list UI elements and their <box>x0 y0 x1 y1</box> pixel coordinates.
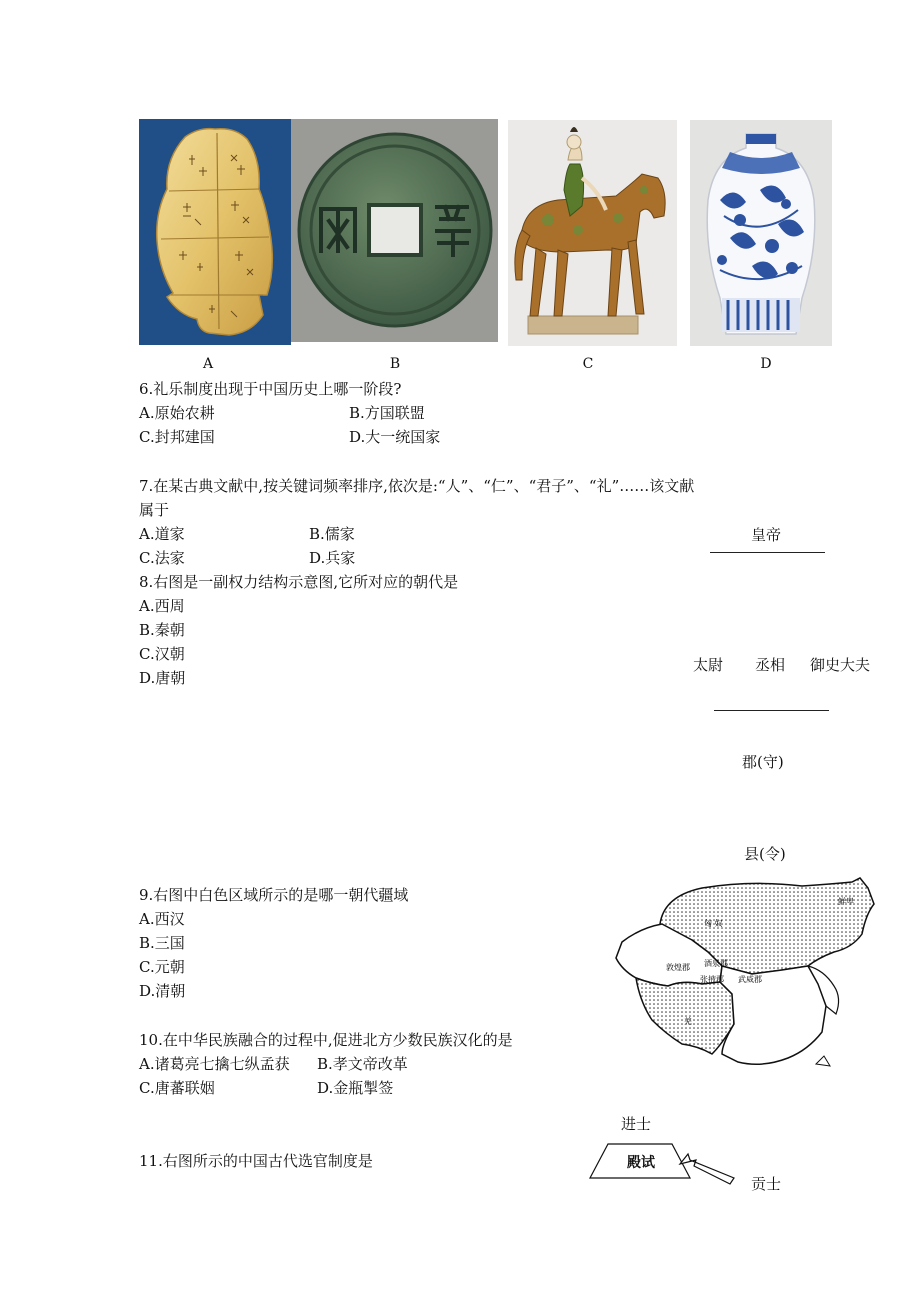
territory-map <box>612 874 880 1074</box>
horse-figurine-image <box>508 120 677 346</box>
map-southwest-region <box>636 978 734 1054</box>
q7-option-c[interactable]: C.法家 <box>139 549 185 567</box>
q8-option-c[interactable]: C.汉朝 <box>139 645 185 663</box>
q11-stem: 11.右图所示的中国古代选官制度是 <box>139 1152 373 1170</box>
q8-option-b[interactable]: B.秦朝 <box>139 621 185 639</box>
q9-option-c[interactable]: C.元朝 <box>139 958 185 976</box>
map-label-jiuquan: 酒泉郡 <box>704 959 728 968</box>
diagram-taiwei: 太尉 <box>693 656 724 674</box>
figure-b-coin <box>291 119 498 342</box>
map-label-xiongnu: 匈 奴 <box>704 919 723 928</box>
figure-d-porcelain-vase <box>690 120 832 346</box>
q10-option-a[interactable]: A.诸葛亮七擒七纵孟获 <box>139 1055 290 1073</box>
figure-a-label: A <box>202 356 214 372</box>
diagram-jun: 郡(守) <box>742 753 784 771</box>
map-label-zhangye: 张掖郡 <box>700 975 724 984</box>
oracle-bone-image <box>139 119 291 345</box>
territory-map-svg <box>612 874 880 1074</box>
diagram-emperor: 皇帝 <box>751 526 782 544</box>
diagram-yushi: 御史大夫 <box>810 656 871 674</box>
q6-option-c[interactable]: C.封邦建国 <box>139 428 215 446</box>
figure-b-label: B <box>389 356 401 372</box>
figure-c-horse-figurine <box>508 120 677 346</box>
diagram-line-middle <box>714 710 829 711</box>
figure-a-oracle-bone <box>139 119 291 345</box>
q8-option-d[interactable]: D.唐朝 <box>139 669 186 687</box>
q10-stem: 10.在中华民族融合的过程中,促进北方少数民族汉化的是 <box>139 1031 513 1049</box>
exam-diagram-svg <box>588 1140 738 1188</box>
diagram-chengxiang: 丞相 <box>755 656 786 674</box>
q7-option-a[interactable]: A.道家 <box>139 525 185 543</box>
q9-stem: 9.右图中白色区域所示的是哪一朝代疆域 <box>139 886 409 904</box>
q6-option-d[interactable]: D.大一统国家 <box>349 428 441 446</box>
q7-stem-line2: 属于 <box>139 501 170 519</box>
diagram-jinshi: 进士 <box>621 1115 652 1133</box>
map-label-wuwei: 武威郡 <box>738 975 762 984</box>
q7-stem-line1: 7.在某古典文献中,按关键词频率排序,依次是:“人”、“仁”、“君子”、“礼”……该文献 <box>139 477 695 495</box>
q9-option-a[interactable]: A.西汉 <box>139 910 185 928</box>
arrow-shape <box>680 1154 734 1184</box>
q6-stem: 6.礼乐制度出现于中国历史上哪一阶段? <box>139 380 402 398</box>
q6-option-b[interactable]: B.方国联盟 <box>349 404 425 422</box>
exam-diagram <box>588 1140 738 1188</box>
q7-option-d[interactable]: D.兵家 <box>309 549 356 567</box>
porcelain-vase-image <box>690 120 832 346</box>
diagram-dianshi: 殿试 <box>627 1155 655 1171</box>
q10-option-d[interactable]: D.金瓶掣签 <box>317 1079 394 1097</box>
map-label-xianbei: 鲜卑 <box>838 897 854 906</box>
map-central-region <box>720 966 826 1064</box>
q9-option-d[interactable]: D.清朝 <box>139 982 186 1000</box>
diagram-xian: 县(令) <box>744 845 786 863</box>
q9-option-b[interactable]: B.三国 <box>139 934 185 952</box>
figure-c-label: C <box>582 356 594 372</box>
map-label-qiang: 羌 <box>684 1017 692 1026</box>
coin-image <box>291 119 498 342</box>
q10-option-b[interactable]: B.孝文帝改革 <box>317 1055 408 1073</box>
q7-option-b[interactable]: B.儒家 <box>309 525 355 543</box>
q6-option-a[interactable]: A.原始农耕 <box>139 404 215 422</box>
diagram-line-top <box>710 552 825 553</box>
q10-option-c[interactable]: C.唐蕃联姻 <box>139 1079 215 1097</box>
map-label-dunhuang: 敦煌郡 <box>666 963 690 972</box>
q8-stem: 8.右图是一副权力结构示意图,它所对应的朝代是 <box>139 573 459 591</box>
q8-option-a[interactable]: A.西周 <box>139 597 185 615</box>
figure-d-label: D <box>760 356 772 372</box>
diagram-gongshi: 贡士 <box>751 1175 782 1193</box>
